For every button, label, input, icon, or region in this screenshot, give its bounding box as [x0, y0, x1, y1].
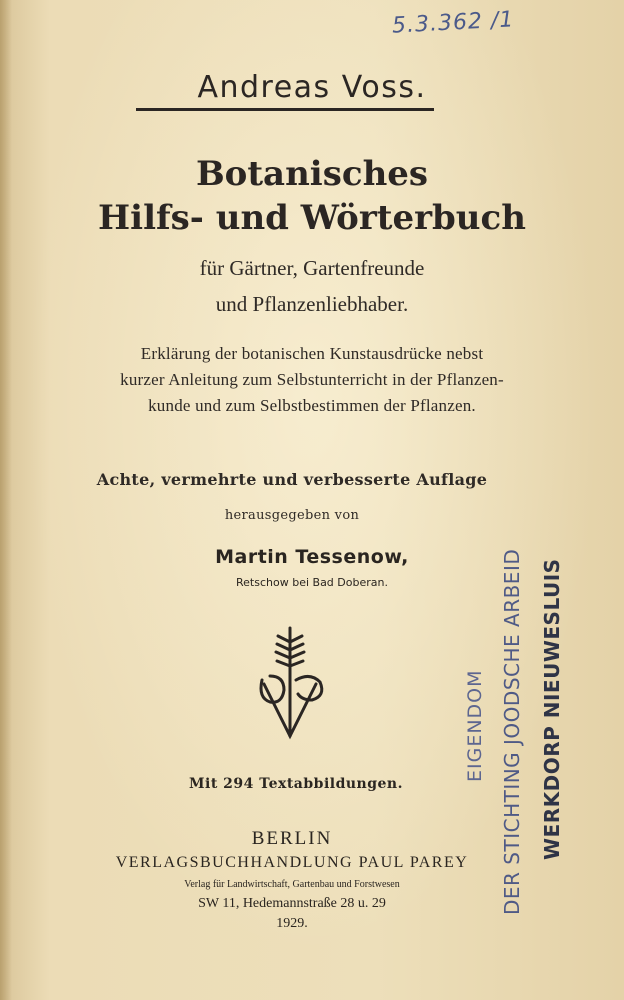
author-name: Andreas Voss.	[197, 70, 427, 105]
publisher-city: BERLIN	[251, 828, 333, 849]
title-line-1: Botanisches	[195, 154, 429, 194]
editor-place: Retschow bei Bad Doberan.	[236, 576, 388, 589]
subtitle-line-1: für Gärtner, Gartenfreunde	[199, 256, 425, 280]
shelfmark-handwritten: 5.3.362 /1	[391, 7, 515, 39]
publication-year: 1929.	[276, 916, 308, 931]
publisher-wheat-logo-icon	[240, 624, 340, 744]
description-line-2: kurzer Anleitung zum Selbstunterricht in der Pflanzen-	[120, 370, 504, 389]
book-spine-shadow	[0, 0, 12, 1000]
ownership-stamp-line-2: DER STICHTING JOODSCHE ARBEID	[500, 548, 524, 915]
publisher-address: SW 11, Hedemannstraße 28 u. 29	[198, 896, 386, 911]
illustrations-note: Mit 294 Textabbildungen.	[189, 776, 403, 792]
title-line-2: Hilfs- und Wörterbuch	[98, 198, 526, 238]
edited-by-label: herausgegeben von	[224, 508, 360, 523]
description-line-1: Erklärung der botanischen Kunstausdrücke nebst	[140, 344, 484, 363]
publisher-subtitle: Verlag für Landwirtschaft, Gartenbau und Forstwesen	[184, 879, 400, 890]
editor-name: Martin Tessenow,	[215, 546, 409, 568]
edition-statement: Achte, vermehrte und verbesserte Auflage	[96, 470, 488, 489]
subtitle-line-2: und Pflanzenliebhaber.	[215, 292, 409, 316]
description-line-3: kunde und zum Selbstbestimmen der Pflanzen.	[148, 396, 476, 415]
publisher-name: VERLAGSBUCHHANDLUNG PAUL PAREY	[115, 854, 469, 871]
author-underline	[136, 108, 434, 111]
ownership-stamp-line-3: WERKDORP NIEUWESLUIS	[540, 558, 564, 860]
ownership-stamp-line-1: EIGENDOM	[464, 669, 486, 782]
